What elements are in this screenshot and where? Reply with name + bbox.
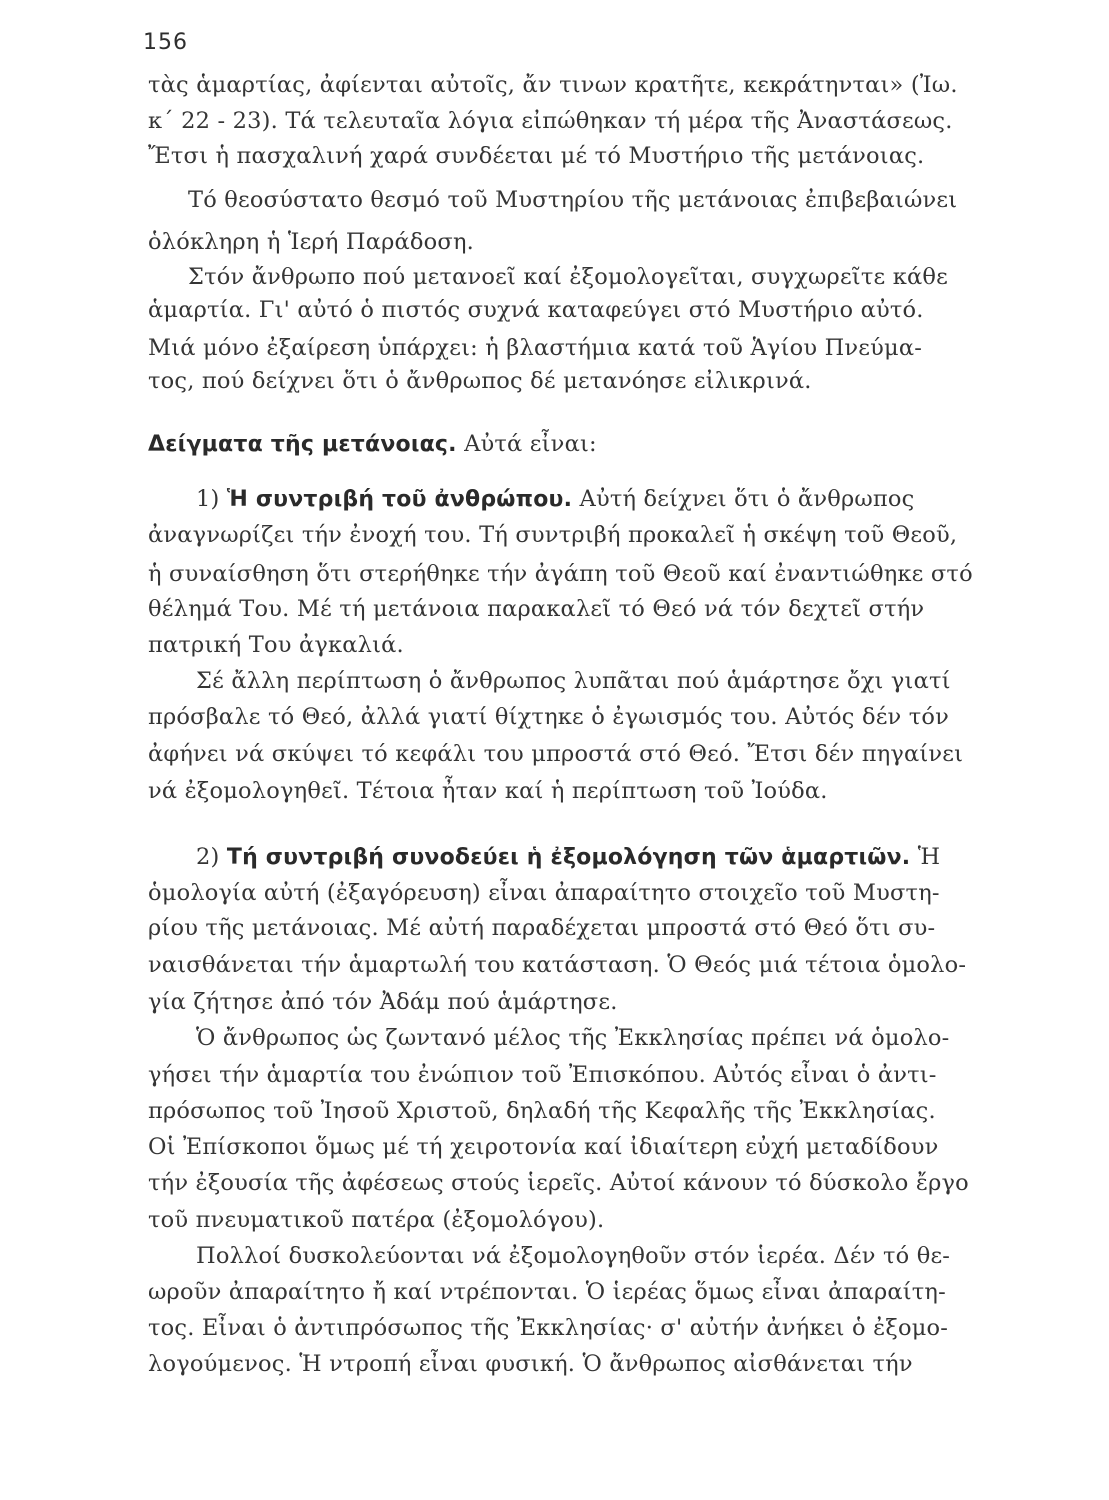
text-line: πρόσωπος τοῦ Ἰησοῦ Χριστοῦ, δηλαδή τῆς Κεφαλῆς τῆς Ἐκκλησίας. xyxy=(148,1098,936,1124)
text-line: θέλημά Του. Μέ τή μετάνοια παρακαλεῖ τό Θεό νά τόν δεχτεῖ στήν xyxy=(148,596,925,622)
text-line: Πολλοί δυσκολεύονται νά ἐξομολογηθοῦν στόν ἱερέα. Δέν τό θε- xyxy=(196,1243,951,1269)
page-number: 156 xyxy=(143,30,188,55)
text-line: Ἔτσι ἡ πασχαλινή χαρά συνδέεται μέ τό Μυστήριο τῆς μετάνοιας. xyxy=(148,143,925,169)
text-line: Τό θεοσύστατο θεσμό τοῦ Μυστηρίου τῆς μετάνοιας ἐπιβεβαιώνει xyxy=(188,187,958,213)
text-line: λογούμενος. Ἡ ντροπή εἶναι φυσική. Ὁ ἄνθρωπος αἰσθάνεται τήν xyxy=(148,1351,913,1377)
text-line: τοῦ πνευματικοῦ πατέρα (ἐξομολόγου). xyxy=(148,1207,605,1233)
text-line: ἁμαρτία. Γι' αὐτό ὁ πιστός συχνά καταφεύγει στό Μυστήριο αὐτό. xyxy=(148,297,924,323)
text-line: ναισθάνεται τήν ἁμαρτωλή του κατάσταση. Ὁ Θεός μιά τέτοια ὁμολο- xyxy=(148,952,967,978)
item-heading: Τή συντριβή συνοδεύει ἡ ἐξομολόγηση τῶν ἁμαρτιῶν. xyxy=(226,845,911,870)
section-heading: Δείγματα τῆς μετάνοιας. Αὐτά εἶναι: xyxy=(148,431,597,457)
text-line: τήν ἐξουσία τῆς ἀφέσεως στούς ἱερεῖς. Αὐτοί κάνουν τό δύσκολο ἔργο xyxy=(148,1170,969,1196)
text-line: ἡ συναίσθηση ὅτι στερήθηκε τήν ἀγάπη τοῦ Θεοῦ καί ἐναντιώθηκε στό xyxy=(148,561,973,587)
text-line: πατρική Του ἀγκαλιά. xyxy=(148,632,404,658)
text-line: ρίου τῆς μετάνοιας. Μέ αὐτή παραδέχεται μπροστά στό Θεό ὅτι συ- xyxy=(148,915,936,941)
text-line: γία ζήτησε ἀπό τόν Ἀδάμ πού ἁμάρτησε. xyxy=(148,989,618,1015)
text-line: Στόν ἄνθρωπο πού μετανοεῖ καί ἐξομολογεῖται, συγχωρεῖτε κάθε xyxy=(188,264,948,290)
text-line: τος, πού δείχνει ὅτι ὁ ἄνθρωπος δέ μετανόησε εἰλικρινά. xyxy=(148,368,812,394)
text-line: ὁλόκληρη ἡ Ἱερή Παράδοση. xyxy=(148,229,475,255)
text-line: νά ἐξομολογηθεῖ. Τέτοια ἦταν καί ἡ περίπτωση τοῦ Ἰούδα. xyxy=(148,778,828,804)
text-line: ἀφήνει νά σκύψει τό κεφάλι του μπροστά στό Θεό. Ἔτσι δέν πηγαίνει xyxy=(148,741,964,767)
text-line: γήσει τήν ἁμαρτία του ἐνώπιον τοῦ Ἐπισκόπου. Αὐτός εἶναι ὁ ἀντι- xyxy=(148,1062,937,1088)
text-line: τὰς ἁμαρτίας, ἀφίενται αὐτοῖς, ἄν τινων κρατῆτε, κεκράτηνται» (Ἰω. xyxy=(148,72,958,98)
numbered-item: 2) Τή συντριβή συνοδεύει ἡ ἐξομολόγηση τῶν ἁμαρτιῶν. Ἡ xyxy=(196,844,941,870)
text-line: ωροῦν ἀπαραίτητο ἤ καί ντρέπονται. Ὁ ἱερέας ὅμως εἶναι ἀπαραίτη- xyxy=(148,1279,946,1305)
text-line: ἀναγνωρίζει τήν ἐνοχή του. Τή συντριβή προκαλεῖ ἡ σκέψη τοῦ Θεοῦ, xyxy=(148,522,958,548)
text-line: τος. Εἶναι ὁ ἀντιπρόσωπος τῆς Ἐκκλησίας· σ' αὐτήν ἀνήκει ὁ ἐξομο- xyxy=(148,1315,949,1341)
text-line: πρόσβαλε τό Θεό, ἀλλά γιατί θίχτηκε ὁ ἐγωισμός του. Αὐτός δέν τόν xyxy=(148,704,950,730)
numbered-item: 1) Ἡ συντριβή τοῦ ἀνθρώπου. Αὐτή δείχνει ὅτι ὁ ἄνθρωπος xyxy=(196,486,915,512)
text-line: Ὁ ἄνθρωπος ὡς ζωντανό μέλος τῆς Ἐκκλησίας πρέπει νά ὁμολο- xyxy=(196,1025,950,1051)
text-line: Μιά μόνο ἐξαίρεση ὑπάρχει: ἡ βλαστήμια κατά τοῦ Ἁγίου Πνεύμα- xyxy=(148,335,923,361)
text-line: κ΄ 22 - 23). Τά τελευταῖα λόγια εἰπώθηκαν τή μέρα τῆς Ἀναστάσεως. xyxy=(148,108,953,134)
text-line: ὁμολογία αὐτή (ἐξαγόρευση) εἶναι ἀπαραίτητο στοιχεῖο τοῦ Μυστη- xyxy=(148,880,940,906)
text-line: Σέ ἄλλη περίπτωση ὁ ἄνθρωπος λυπᾶται πού ἁμάρτησε ὄχι γιατί xyxy=(196,668,951,694)
heading-bold: Δείγματα τῆς μετάνοιας. xyxy=(148,432,457,457)
text-line: Οἱ Ἐπίσκοποι ὅμως μέ τή χειροτονία καί ἰδιαίτερη εὐχή μεταδίδουν xyxy=(148,1134,939,1160)
item-heading: Ἡ συντριβή τοῦ ἀνθρώπου. xyxy=(226,487,573,512)
